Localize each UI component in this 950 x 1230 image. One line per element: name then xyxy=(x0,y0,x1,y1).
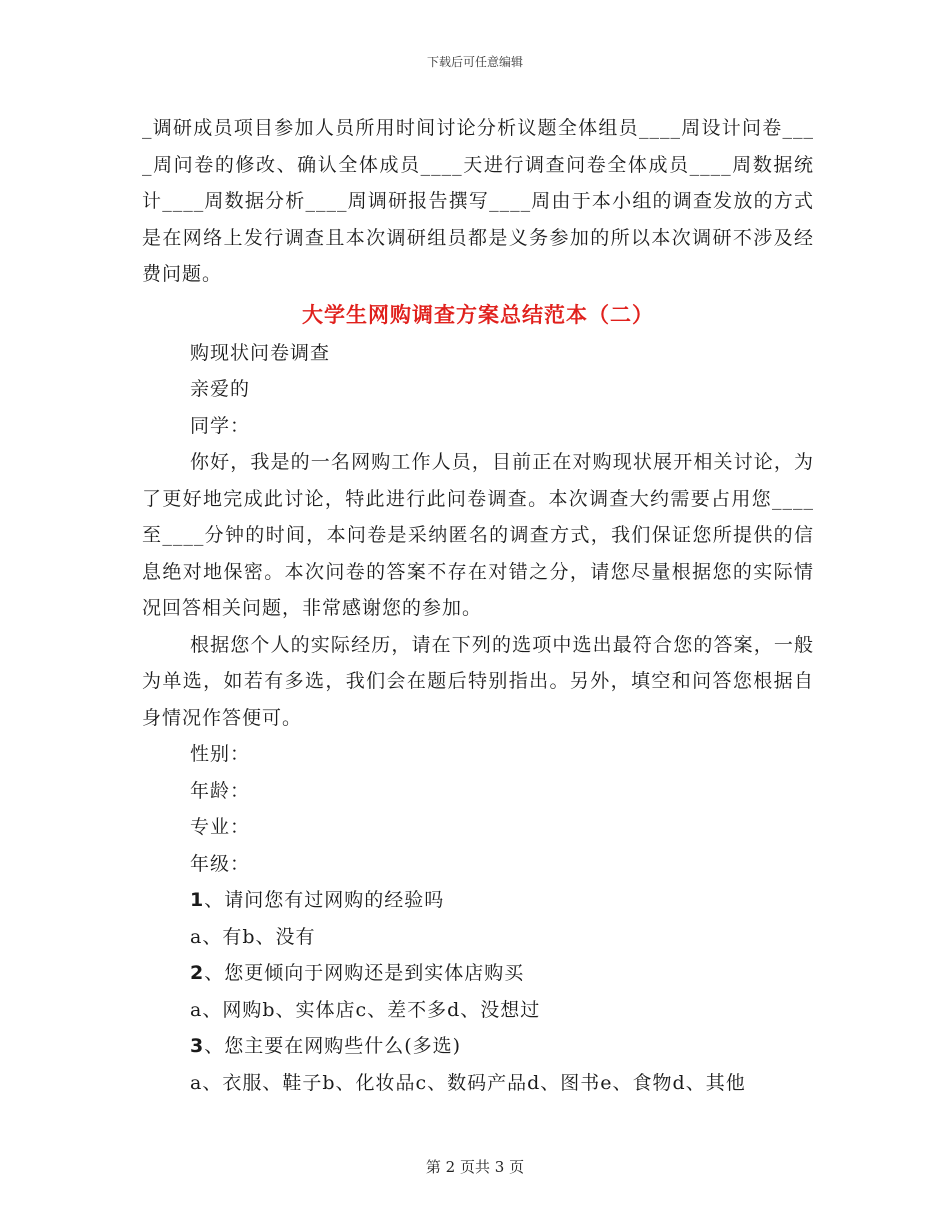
field-age: 年龄： xyxy=(190,779,251,802)
question-1 xyxy=(142,882,814,919)
question-3-options: a、衣服、鞋子b、化妆品c、数码产品d、图书e、食物d、其他 xyxy=(190,1071,746,1094)
instructions-paragraph: 根据您个人的实际经历，请在下列的选项中选出最符合您的答案，一般为单选，如若有多选，我们会在题后特别指出。另外，填空和问答您根据自身情况作答便可。 xyxy=(142,633,814,729)
question-1-options: a、有b、没有 xyxy=(190,925,316,948)
question-2-options: a、网购b、实体店c、差不多d、没想过 xyxy=(190,998,541,1021)
field-major: 专业： xyxy=(190,816,251,838)
question-1-text: 、请问您有过网购的经验吗 xyxy=(204,889,445,911)
greeting-paragraph: 你好，我是的一名网购工作人员，目前正在对购现状展开相关讨论，为了更好地完成此讨论，特此进行此问卷调查。本次调查大约需要占用您____至____分钟的时间，本问卷是采纳匿名的调查方式，我们保证您所提供的信息绝对地保密。本次问卷的答案不存在对错之分，请您尽量根据您的实际情况回答相关问题，非常感谢您的参加。 xyxy=(142,451,814,619)
salutation-dear: 亲爱的 xyxy=(190,378,251,400)
question-3-text: 、您主要在网购些什么(多选) xyxy=(204,1035,462,1057)
document-body xyxy=(142,110,814,1101)
field-gender: 性别： xyxy=(190,743,251,765)
section-title: 大学生网购调查方案总结范本（二） xyxy=(302,302,654,327)
question-2-number: 2 xyxy=(190,962,205,984)
salutation-classmate: 同学： xyxy=(190,414,251,437)
question-2-text: 、您更倾向于网购还是到实体店购买 xyxy=(204,962,525,984)
question-2 xyxy=(142,955,814,992)
survey-subtitle: 购现状问卷调查 xyxy=(190,341,331,364)
question-3 xyxy=(142,1028,814,1065)
question-1-number: 1 xyxy=(190,889,205,911)
question-3-number: 3 xyxy=(190,1035,205,1057)
page-footer: 第 2 页共 3 页 xyxy=(425,1158,525,1176)
intro-paragraph: _调研成员项目参加人员所用时间讨论分析议题全体组员____周设计问卷____周问卷的修改、确认全体成员____天进行调查问卷全体成员____周数据统计____周数据分析____周调研报告撰写____周由于本小组的调查发放的方式是在网络上发行调查且本次调研组员都是义务参加的所以本次调研不涉及经费问题。 xyxy=(142,117,814,285)
field-grade: 年级： xyxy=(190,852,251,875)
page-header: 下载后可任意编辑 xyxy=(426,55,523,69)
